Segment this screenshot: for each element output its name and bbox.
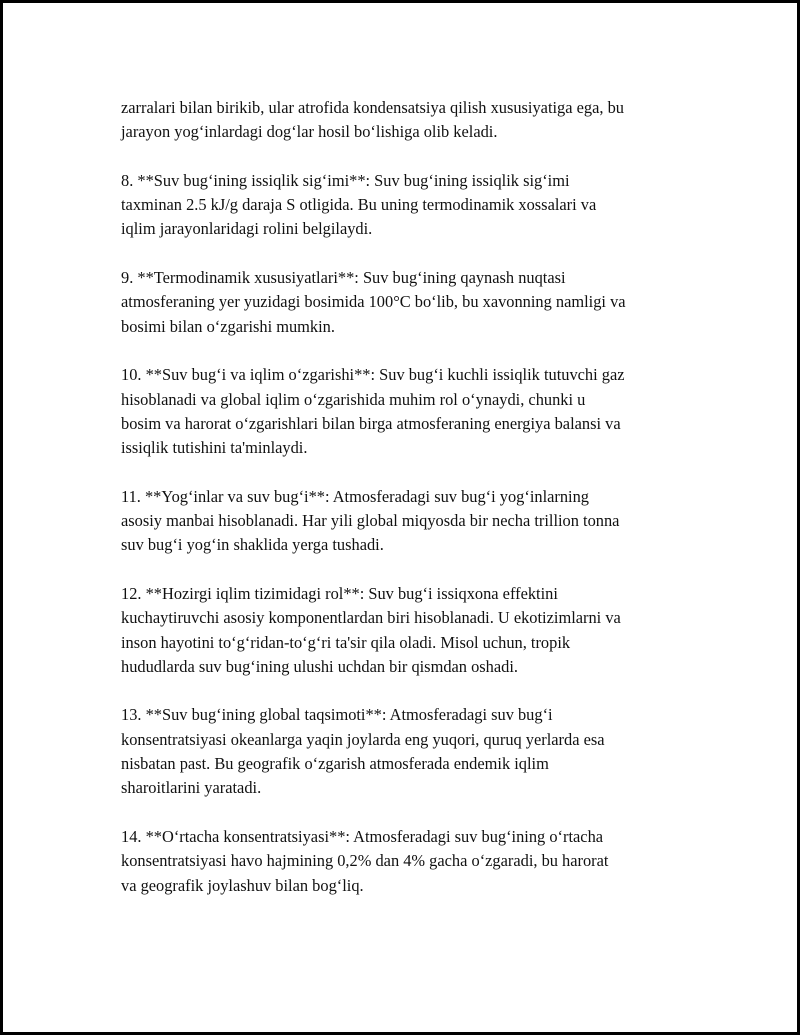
text-line: 8. **Suv bug‘ining issiqlik sig‘imi**: Suv bug‘ining issiqlik sig‘imi [121, 170, 570, 190]
text-line: zarralari bilan birikib, ular atrofida kondensatsiya qilish xususiyatiga ega, bu [121, 98, 624, 117]
text-line: 12. **Hozirgi iqlim tizimidagi rol**: Suv bug‘i issiqxona effektini [121, 583, 558, 603]
text-line: 9. **Termodinamik xususiyatlari**: Suv bug‘ining qaynash nuqtasi [121, 268, 566, 288]
text-line: asosiy manbai hisoblanadi. Har yili global miqyosda bir necha trillion tonna [121, 511, 620, 531]
text-line: atmosferaning yer yuzidagi bosimida 100°C bo‘lib, bu xavonning namligi va [121, 292, 626, 312]
text-line: taxminan 2.5 kJ/g daraja S otligida. Bu uning termodinamik xossalari va [121, 195, 597, 215]
paragraph-item-8 [121, 169, 691, 242]
text-line: nisbatan past. Bu geografik o‘zgarish atmosferada endemik iqlim [121, 754, 549, 774]
text-line: bosimi bilan o‘zgarishi mumkin. [121, 316, 335, 336]
text-line: 13. **Suv bug‘ining global taqsimoti**: Atmosferadagi suv bug‘i [121, 705, 553, 725]
text-line: 10. **Suv bug‘i va iqlim o‘zgarishi**: Suv bug‘i kuchli issiqlik tutuvchi gaz [121, 365, 625, 385]
text-line: hududlarda suv bug‘ining ulushi uchdan bir qismdan oshadi. [121, 656, 518, 676]
text-line: kuchaytiruvchi asosiy komponentlardan biri hisoblanadi. U ekotizimlarni va [121, 608, 621, 628]
text-line: issiqlik tutishini ta'minlaydi. [121, 438, 308, 458]
text-line: sharoitlarini yaratadi. [121, 778, 262, 798]
text-line: inson hayotini to‘g‘ridan-to‘g‘ri ta'sir qila oladi. Misol uchun, tropik [121, 632, 571, 652]
text-line: 14. **O‘rtacha konsentratsiyasi**: Atmosferadagi suv bug‘ining o‘rtacha [121, 826, 604, 846]
paragraph-item-11 [121, 485, 691, 558]
text-line: bosim va harorat o‘zgarishlari bilan birga atmosferaning energiya balansi va [121, 413, 621, 433]
paragraph-item-13 [121, 703, 691, 800]
document-body [121, 96, 691, 922]
text-line: jarayon yog‘inlardagi dog‘lar hosil bo‘lishiga olib keladi. [121, 122, 498, 142]
text-line: hisoblanadi va global iqlim o‘zgarishida muhim rol o‘ynaydi, chunki u [121, 389, 586, 409]
text-line: konsentratsiyasi havo hajmining 0,2% dan 4% gacha o‘zgaradi, bu harorat [121, 851, 609, 871]
paragraph-item-12 [121, 582, 691, 679]
text-line: suv bug‘i yog‘in shaklida yerga tushadi. [121, 535, 384, 555]
paragraph-continuation [121, 96, 691, 145]
text-line: va geografik joylashuv bilan bog‘liq. [121, 875, 364, 895]
paragraph-item-10 [121, 363, 691, 460]
text-line: iqlim jarayonlaridagi rolini belgilaydi. [121, 219, 373, 239]
paragraph-item-14 [121, 825, 691, 898]
text-line: 11. **Yog‘inlar va suv bug‘i**: Atmosferadagi suv bug‘i yog‘inlarning [121, 486, 589, 506]
paragraph-item-9 [121, 266, 691, 339]
text-line: konsentratsiyasi okeanlarga yaqin joylarda eng yuqori, quruq yerlarda esa [121, 729, 605, 749]
